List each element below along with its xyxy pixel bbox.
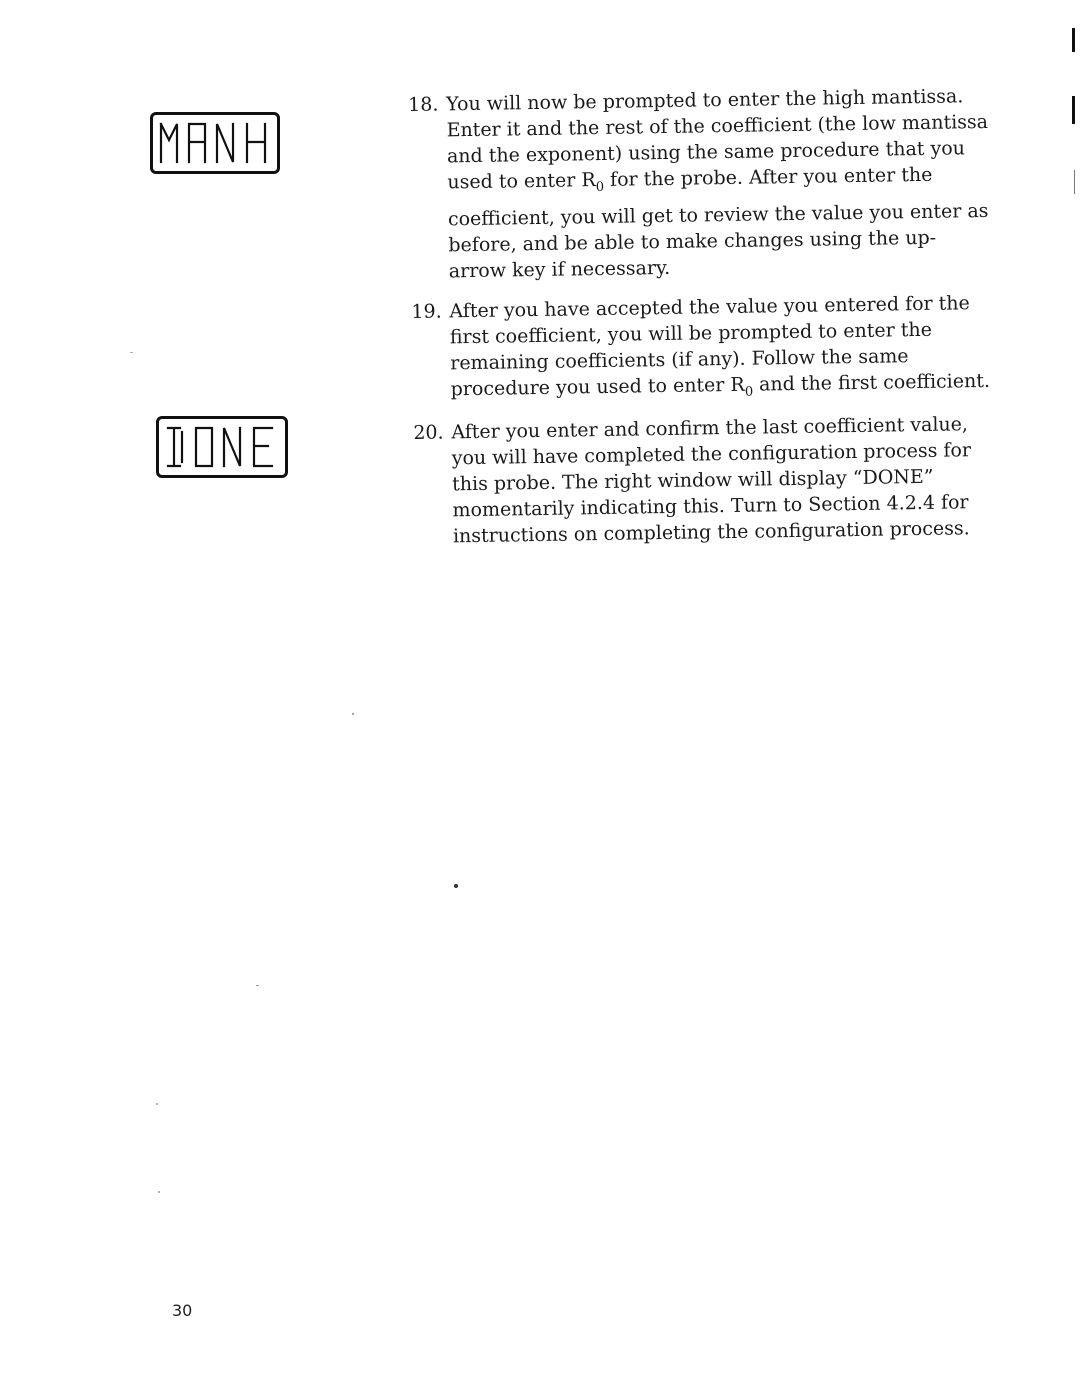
step-number: 19.	[411, 300, 442, 323]
page-number: 30	[172, 1301, 193, 1320]
scan-edge-mark	[1072, 28, 1075, 52]
step-text: for the probe. After you enter the	[603, 163, 933, 191]
scan-speck	[158, 1191, 160, 1193]
step-paragraph	[449, 290, 993, 406]
lcd-done-glyphs	[164, 424, 280, 470]
step-number: 18.	[408, 93, 439, 116]
scan-speck	[352, 713, 354, 715]
step-number: 20.	[413, 421, 444, 444]
subscript: 0	[595, 179, 605, 196]
lcd-display-done	[156, 416, 288, 478]
step-text: After you have accepted the value you entered for the first coefficient, you will be prompted to enter the remaining coefficients (if any). Follow the same procedure you used to enter R	[449, 292, 970, 401]
step-paragraph-continued: coefficient, you will get to review the value you enter as before, and be able to make changes using the up-arrow key if necessary.	[447, 199, 989, 283]
subscript: 0	[744, 384, 754, 400]
scan-edge-mark	[1074, 170, 1075, 194]
scan-speck	[130, 352, 133, 353]
lcd-manh-glyphs	[157, 120, 273, 166]
step-text: You will now be prompted to enter the high mantissa. Enter it and the rest of the coefficient (the low mantissa and the exponent) using the same procedure that you used to enter R	[446, 85, 989, 194]
scan-speck	[454, 884, 458, 888]
scan-speck	[256, 985, 259, 986]
step-text: and the first coefficient.	[752, 369, 991, 396]
step-19	[411, 290, 993, 406]
step-20	[413, 411, 995, 550]
scan-edge-mark	[1072, 96, 1075, 124]
scan-speck	[156, 1103, 158, 1105]
lcd-display-manh	[150, 112, 280, 174]
step-paragraph	[446, 83, 990, 199]
instruction-steps	[408, 83, 995, 564]
step-paragraph: After you enter and confirm the last coefficient value, you will have completed the configuration process for this probe. The right window will display “DONE” momentarily indicating this. Turn to Section 4.2.4 for instructions on completing the configuration process.	[451, 413, 972, 548]
step-18	[408, 83, 991, 285]
